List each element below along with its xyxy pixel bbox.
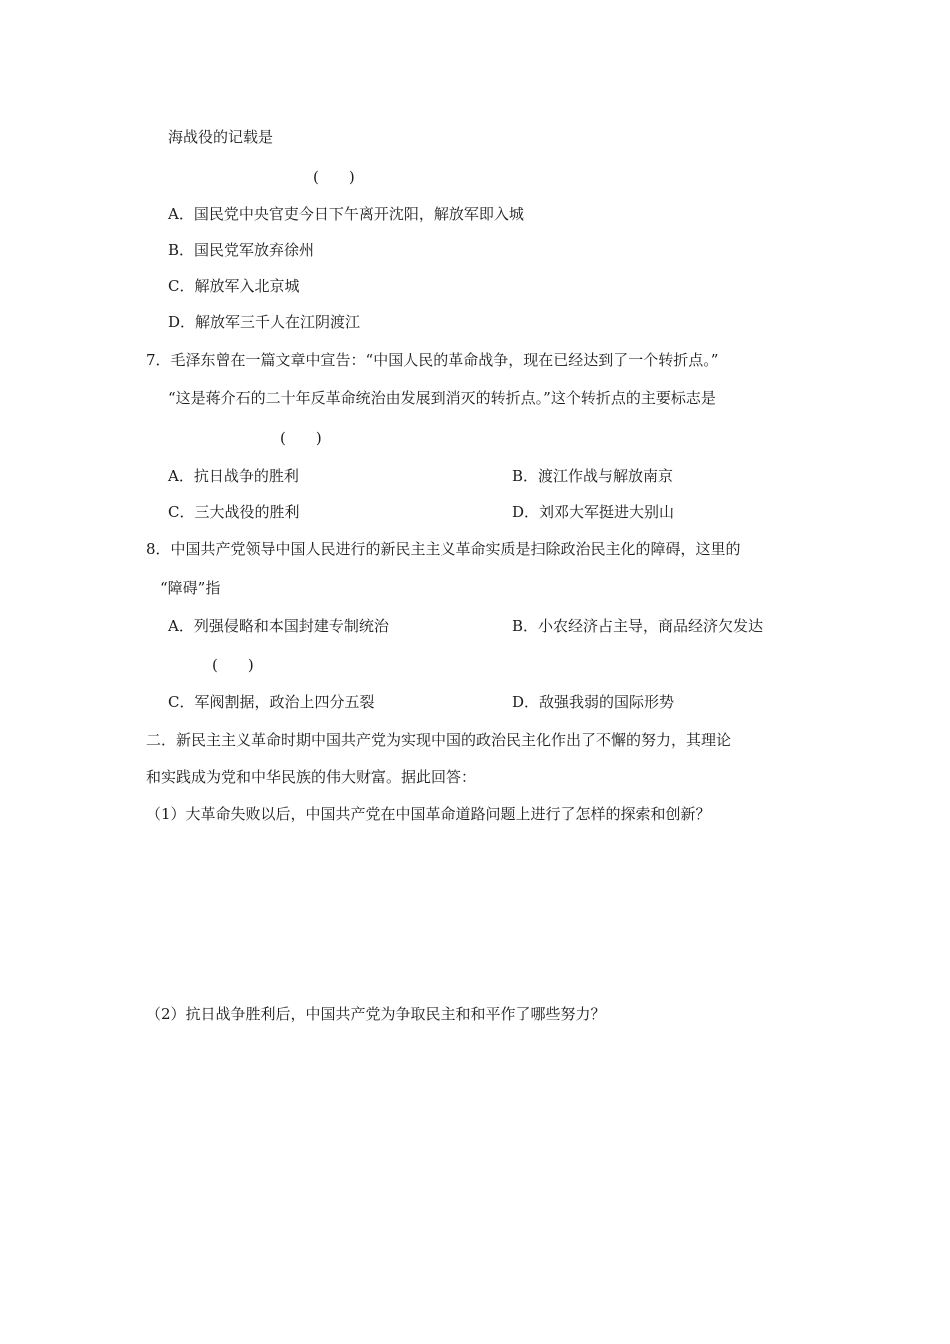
q7-stem-line-1: 7．毛泽东曾在一篇文章中宣告：“中国人民的革命战争，现在已经达到了一个转折点。” — [146, 351, 719, 369]
q6-option-b: B．国民党军放弃徐州 — [168, 241, 315, 259]
q7-option-c: C．三大战役的胜利 — [168, 503, 300, 521]
q6-answer-paren: ( ) — [313, 168, 355, 186]
section2-subquestion-2: （2）抗日战争胜利后，中国共产党为争取民主和和平作了哪些努力？ — [146, 1005, 606, 1023]
section2-intro-line-1: 二．新民主主义革命时期中国共产党为实现中国的政治民主化作出了不懈的努力，其理论 — [146, 731, 732, 749]
q8-stem-line-1: 8．中国共产党领导中国人民进行的新民主主义革命实质是扫除政治民主化的障碍，这里的 — [146, 540, 741, 558]
q7-option-a: A．抗日战争的胜利 — [168, 467, 299, 485]
q7-stem-line-2: “这是蒋介石的二十年反革命统治由发展到消灭的转折点。”这个转折点的主要标志是 — [168, 389, 716, 407]
q8-option-d: D．敌强我弱的国际形势 — [512, 693, 675, 711]
q8-stem-line-2: “障碍”指 — [160, 579, 221, 597]
q8-option-c: C．军阀割据，政治上四分五裂 — [168, 693, 375, 711]
q7-option-d: D．刘邓大军挺进大别山 — [512, 503, 675, 521]
q8-answer-paren: ( ) — [212, 656, 254, 674]
q7-answer-paren: ( ) — [280, 429, 322, 447]
q7-option-b: B．渡江作战与解放南京 — [512, 467, 674, 485]
q8-option-a: A．列强侵略和本国封建专制统治 — [168, 617, 389, 635]
q6-option-d: D．解放军三千人在江阴渡江 — [168, 313, 361, 331]
q6-option-c: C．解放军入北京城 — [168, 277, 300, 295]
q6-option-a: A．国民党中央官吏今日下午离开沈阳，解放军即入城 — [168, 205, 524, 223]
section2-intro-line-2: 和实践成为党和中华民族的伟大财富。据此回答： — [146, 768, 477, 786]
section2-subquestion-1: （1）大革命失败以后，中国共产党在中国革命道路问题上进行了怎样的探索和创新？ — [146, 805, 711, 823]
q6-stem-tail: 海战役的记载是 — [168, 128, 274, 146]
q8-option-b: B．小农经济占主导，商品经济欠发达 — [512, 617, 764, 635]
